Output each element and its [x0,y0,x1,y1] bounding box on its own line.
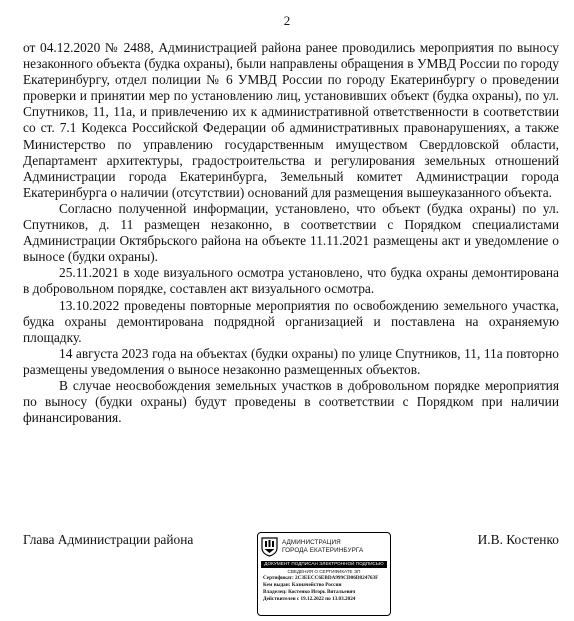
city-emblem-icon [261,537,278,557]
stamp-certificate-heading: СВЕДЕНИЯ О СЕРТИФИКАТЕ ЭП [287,568,361,574]
stamp-signed-band: ДОКУМЕНТ ПОДПИСАН ЭЛЕКТРОННОЙ ПОДПИСЬЮ [261,561,387,568]
stamp-header [261,535,387,559]
electronic-signature-stamp [257,532,391,616]
letter-body [23,40,559,426]
stamp-certificate-details [261,575,387,603]
paragraph-information: Согласно полученной информации, установлено, что объект (будка охраны) по ул. Спутников, д. 11 размещен незаконно, в соответствии с Порядком специалистами Администрации Октябрьского района на объекте 11.11.2021 размещены акт и уведомление о выносе (будки охраны). [23,200,559,265]
paragraph-repeat-measures: 13.10.2022 проведены повторные мероприятия по освобождению земельного участка, будка охраны демонтирована подрядной организацией и поставлена на охраняемую площадку. [23,297,559,345]
stamp-owner: Владелец: Костенко Игорь Витальевич [263,588,356,595]
stamp-organization [282,539,363,554]
stamp-org-line1: АДМИНИСТРАЦИЯ [282,539,341,547]
signature-block [23,526,559,616]
paragraph-measures: от 04.12.2020 № 2488, Администрацией района ранее проводились мероприятия по выносу незаконного объекта (будка охраны), были направлены обращения в УМВД России по городу Екатеринбургу, отдел полиции № 6 УМВД России по городу Екатеринбургу о проведении проверки и принятии мер по установлению лиц, установивших объект (будка охраны), по ул. Спутников, 11, 11а, и привлечению их к административной ответственности в соответствии со ст. 7.1 Кодекса Российской Федерации об административных правонарушениях, а также Министерство по управлению государственным имуществом Свердловской области, Департамент архитектуры, градостроительства и регулирования земельных отношений Администрации города Екатеринбурга, Земельный комитет Администрации города Екатеринбурга о наличии (отсутствии) оснований для размещения вышеуказанного объекта. [23,40,559,200]
stamp-org-line2: ГОРОДА ЕКАТЕРИНБУРГА [282,547,364,554]
page-number: 2 [283,13,291,28]
signer-title: Глава Администрации района [23,532,194,547]
signer-name: И.В. Костенко [477,532,559,547]
stamp-certificate-number: Сертификат: 2C3EECC6EBDA999CD06D824763F [263,574,379,581]
stamp-validity: Действителен с 19.12.2022 по 13.03.2024 [263,595,356,602]
paragraph-inspection: 25.11.2021 в ходе визуального осмотра установлено, что будка охраны демонтирована в добровольном порядке, составлен акт визуального осмотра. [23,265,559,297]
paragraph-notices: 14 августа 2023 года на объектах (будки охраны) по улице Спутников, 11, 11а повторно размещены уведомления о выносе незаконно размещенных объектов. [23,345,559,377]
paragraph-conclusion: В случае неосвобождения земельных участков в добровольном порядке мероприятия по выносу (будки охраны) будут проведены в соответствии с Порядком при наличии финансирования. [23,377,559,426]
stamp-issuer: Кем выдан: Казначейство России [263,581,342,588]
